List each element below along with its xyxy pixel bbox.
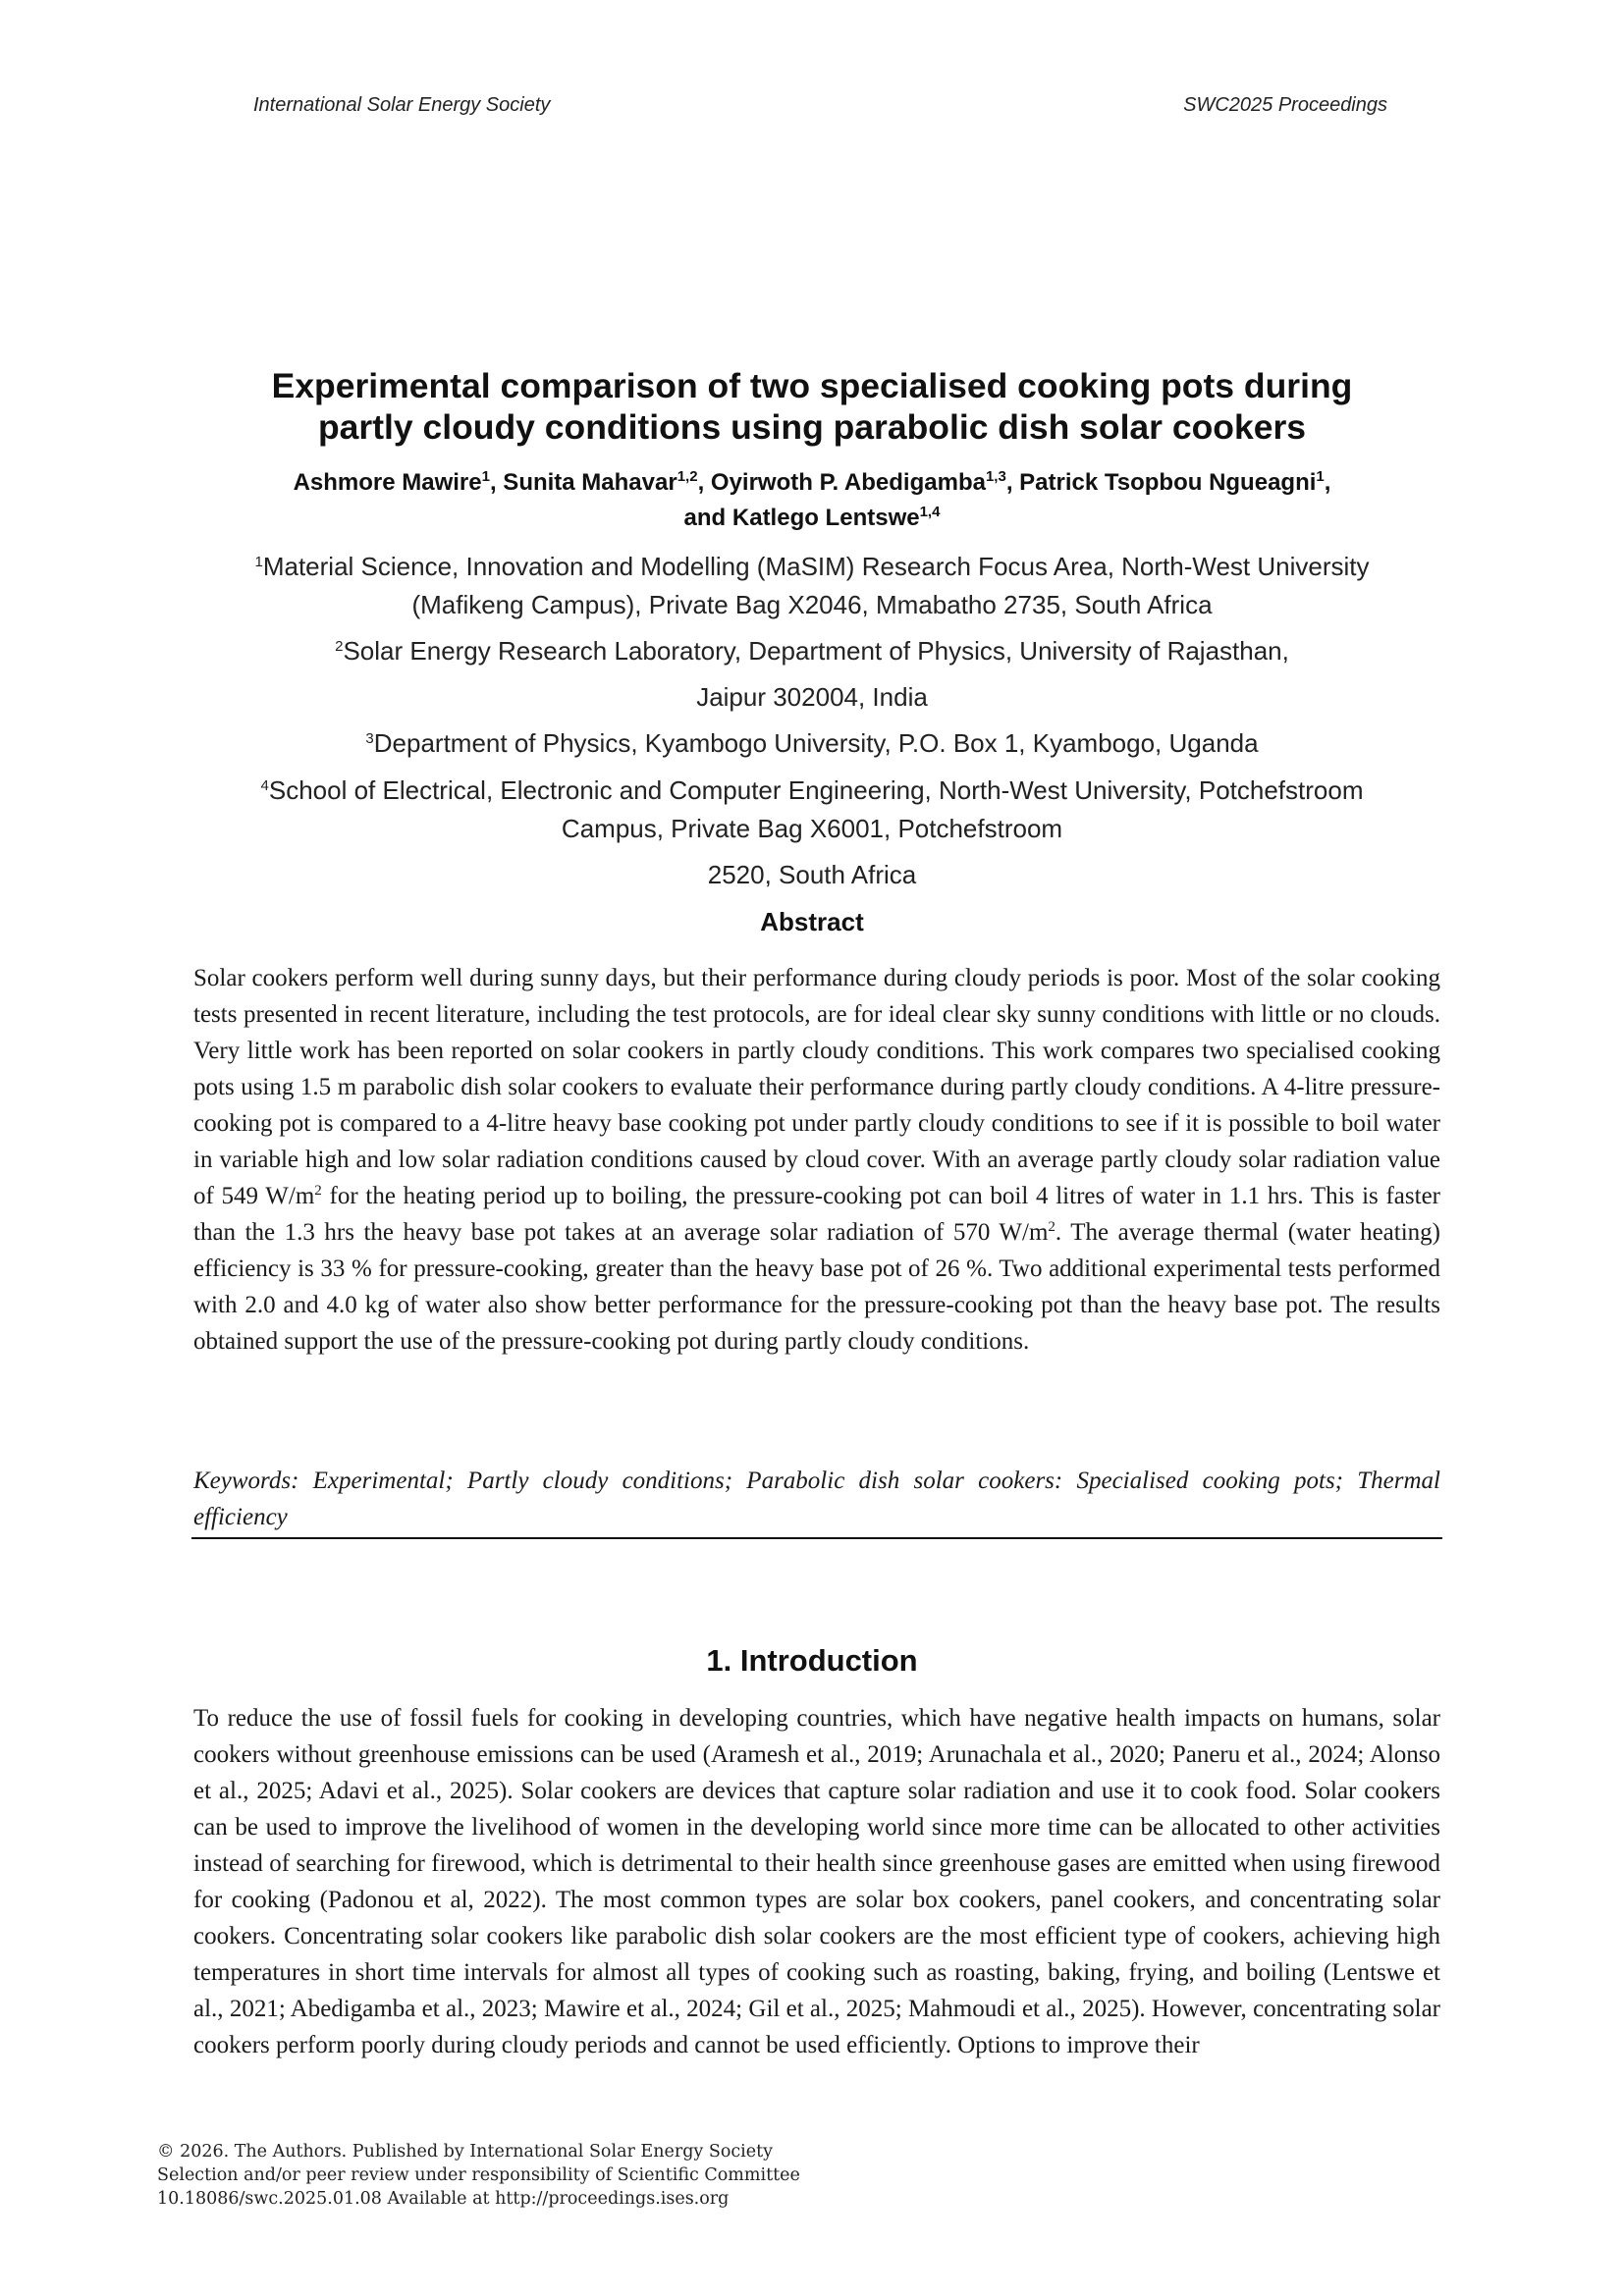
running-header-right: SWC2025 Proceedings (1183, 94, 1387, 116)
affiliation-number: 3 (365, 730, 374, 747)
keywords-divider (191, 1537, 1442, 1539)
paper-title (177, 365, 1447, 448)
author-name: , Patrick Tsopbou Ngueagni (1005, 469, 1317, 496)
abstract-text: Solar cookers perform well during sunny days, but their performance during cloudy periods is poor. Most of the solar cooking tests presented in recent literature, including the test protocols, are for ideal clear sky sunny conditions with little or no clouds. Very little work has been reported on solar cookers in partly cloudy conditions. This work compares two specialised cooking pots using 1.5 m parabolic dish solar cookers to evaluate their performance during partly cloudy conditions. A 4-litre pressure-cooking pot is compared to a 4-litre heavy base cooking pot under partly cloudy conditions to see if it is possible to boil water in variable high and low solar radiation conditions caused by cloud cover. With an average partly cloudy solar radiation value of 549 $W/m^2$ for the heating period up to boiling, the pressure-cooking pot can boil 4 litres of water in 1.1 hrs. This is faster than the 1.3 hrs the heavy base pot takes at an average solar radiation of 570 $W/m^2$. The average thermal (water heating) efficiency is 33 % for pressure-cooking, greater than the heavy base pot of 26 %. Two additional experimental tests performed with 2.0 and 4.0 kg of water also show better performance for the pressure-cooking pot than the heavy base pot. The results obtained support the use of the pressure-cooking pot during partly cloudy conditions. (193, 965, 1440, 1355)
introduction-text: To reduce the use of fossil fuels for cooking in developing countries, which have negative health impacts on humans, solar cookers without greenhouse emissions can be used (Aramesh et al., 2019; Arunachala et al., 2020; Paneru et al., 2024; Alonso et al., 2025; Adavi et al., 2025). Solar cookers are devices that capture solar radiation and use it to cook food. Solar cookers can be used to improve the livelihood of women in the developing world since more time can be allocated to other activities instead of searching for firewood, which is detrimental to their health since greenhouse gases are emitted when using firewood for cooking (Padonou et al, 2022). The most common types are solar box cookers, panel cookers, and concentrating solar cookers. Concentrating solar cookers like parabolic dish solar cookers are the most efficient type of cookers, achieving high temperatures in short time intervals for almost all types of cooking such as roasting, baking, frying, and boiling (Lentswe et al., 2021; Abedigamba et al., 2023; Mawire et al., 2024; Gil et al., 2025; Mahmoudi et al., 2025). However, concentrating solar cookers perform poorly during cloudy periods and cannot be used efficiently. Options to improve their (193, 1705, 1440, 2058)
author-line-2 (147, 501, 1477, 536)
affiliation-2-line-1: $^2$Solar Energy Research Laboratory, Department of Physics, University of Rajasthan, (335, 636, 1289, 666)
affiliation-3-line-1: $^3$Department of Physics, Kyambogo University, P.O. Box 1, Kyambogo, Uganda (365, 728, 1259, 758)
author-affiliation-mark: 1,3 (985, 468, 1006, 485)
affiliation-1-line-1: $^1$Material Science, Innovation and Modelling (MaSIM) Research Focus Area, North-West University (254, 552, 1370, 581)
affiliation-1-line-2: (Mafikeng Campus), Private Bag X2046, Mmabatho 2735, South Africa (411, 590, 1213, 619)
footer-line-2: Selection and/or peer review under responsibility of Scientific Committee (157, 2165, 800, 2185)
title-line-2: partly cloudy conditions using parabolic dish solar cookers (317, 407, 1307, 447)
author-separator: , (1324, 469, 1331, 496)
author-affiliation-mark: 1,2 (677, 468, 698, 485)
abstract-heading: Abstract (760, 907, 864, 936)
affiliation-number: 1 (254, 554, 263, 570)
affiliation-number: 4 (260, 777, 269, 794)
author-name: and Katlego Lentswe (683, 505, 920, 531)
running-header-left: International Solar Energy Society (253, 94, 551, 116)
affiliation-2-line-2: Jaipur 302004, India (696, 682, 928, 712)
keywords: Keywords: Experimental; Partly cloudy conditions; Parabolic dish solar cookers: Specialised cooking pots; Thermal efficiency (193, 1468, 1440, 1530)
author-name: Ashmore Mawire (293, 469, 482, 496)
affiliation-4-line-3: 2520, South Africa (707, 860, 917, 889)
footer-line-3: 10.18086/swc.2025.01.08 Available at http://proceedings.ises.org (157, 2189, 730, 2209)
title-line-1: Experimental comparison of two specialised cooking pots during (271, 366, 1353, 405)
footer-line-1: © 2026. The Authors. Published by International Solar Energy Society (157, 2142, 774, 2162)
affiliation-number: 2 (335, 638, 344, 655)
affiliation-4-line-1: $^4$School of Electrical, Electronic and Computer Engineering, North-West University, Potchefstroom (260, 775, 1364, 805)
author-affiliation-mark: 1 (481, 468, 490, 485)
copyright-footer (157, 2140, 800, 2211)
author-affiliation-mark: 1 (1316, 468, 1325, 485)
author-name: , Sunita Mahavar (489, 469, 677, 496)
author-affiliation-mark: 1,4 (919, 504, 941, 520)
affiliation-4-line-2: Campus, Private Bag X6001, Potchefstroom (561, 814, 1063, 843)
author-name: , Oyirwoth P. Abedigamba (697, 469, 986, 496)
author-list (147, 465, 1477, 536)
section-heading-introduction: 1. Introduction (706, 1643, 918, 1678)
author-line-1 (147, 465, 1477, 501)
